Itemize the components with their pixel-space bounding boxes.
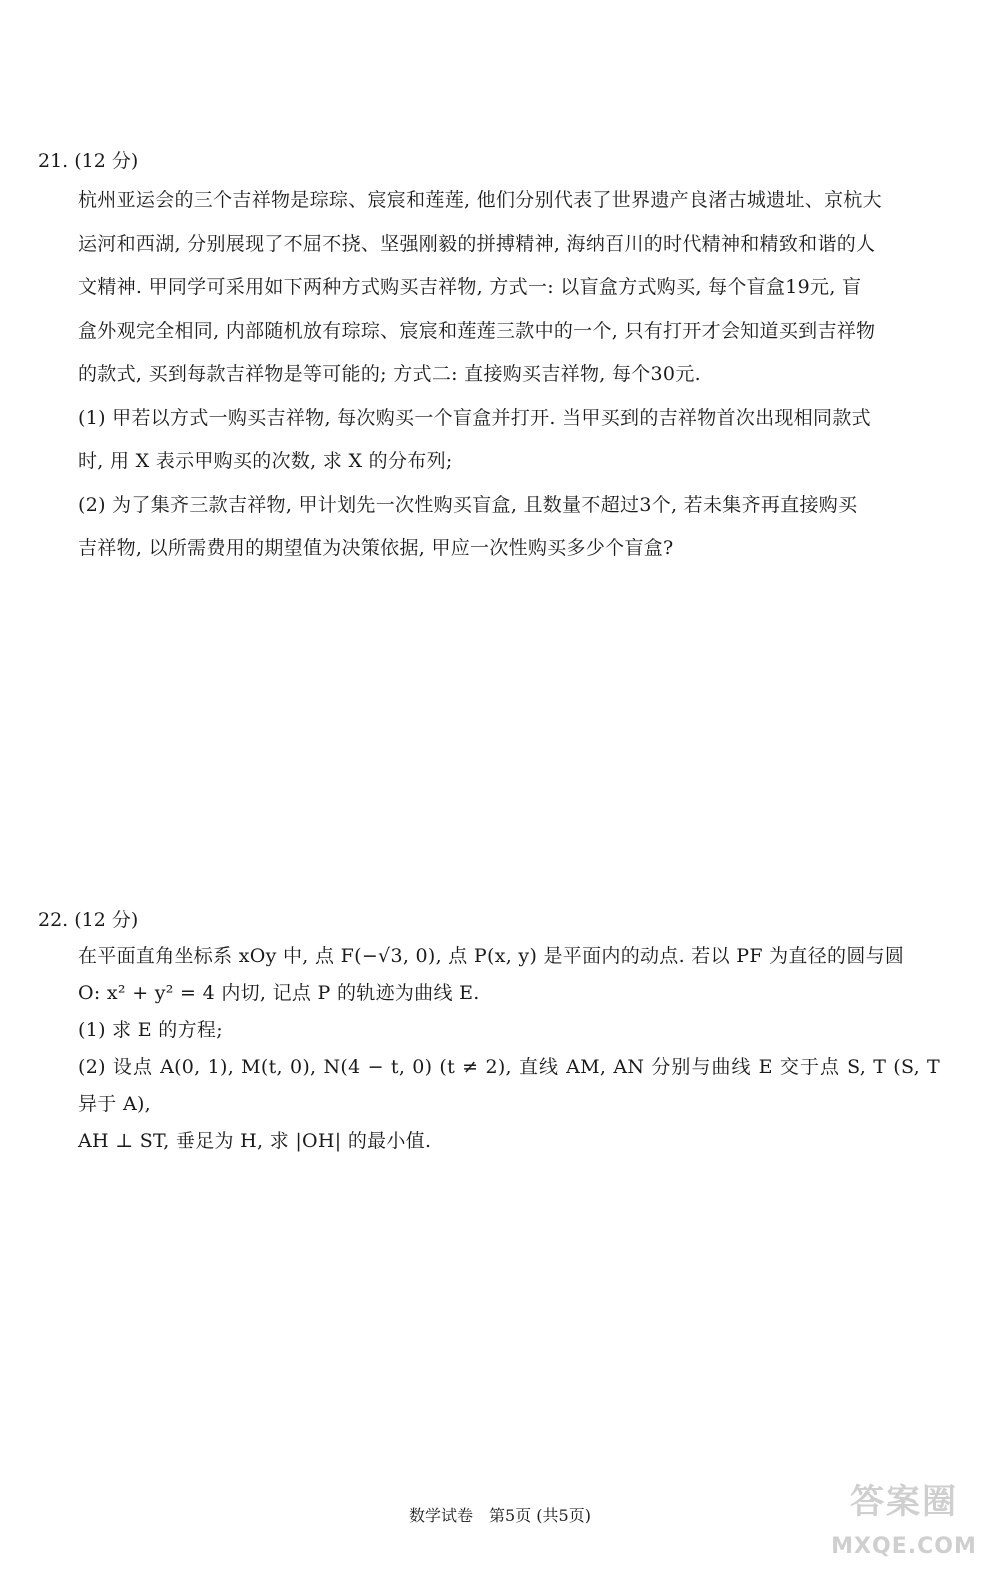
question-21-line: 杭州亚运会的三个吉祥物是琮琮、宸宸和莲莲, 他们分别代表了世界遗产良渚古城遗址、京杭大 [78,189,882,211]
question-22-heading: 22. (12 分) [38,909,139,931]
question-22-line: O: x² + y² = 4 内切, 记点 P 的轨迹为曲线 E. [78,982,480,1004]
question-21-line: (1) 甲若以方式一购买吉祥物, 每次购买一个盲盒并打开. 当甲买到的吉祥物首次出现相同款式 [78,406,871,429]
question-22-line: (1) 求 E 的方程; [78,1019,223,1041]
question-21-line: 的款式, 买到每款吉祥物是等可能的; 方式二: 直接购买吉祥物, 每个30元. [78,363,701,385]
question-21-line: 文精神. 甲同学可采用如下两种方式购买吉祥物, 方式一: 以盲盒方式购买, 每个盲盒19元, 盲 [78,276,862,298]
question-22-line: AH ⊥ ST, 垂足为 H, 求 |OH| 的最小值. [78,1130,432,1152]
question-21-line: 运河和西湖, 分别展现了不屈不挠、坚强刚毅的拼搏精神, 海纳百川的时代精神和精致和谐的人 [78,232,876,255]
watermark-top-text: 答案圈 [850,1482,958,1522]
question-21-heading: 21. (12 分) [38,150,139,172]
page-footer: 数学试卷 第5页 (共5页) [409,1506,591,1525]
question-22-line: 在平面直角坐标系 xOy 中, 点 F(−√3, 0), 点 P(x, y) 是平面内的动点. 若以 PF 为直径的圆与圆 [78,945,905,967]
watermark-logo [820,1472,988,1572]
question-21-line: 盒外观完全相同, 内部随机放有琮琮、宸宸和莲莲三款中的一个, 只有打开才会知道买到吉祥物 [78,319,876,342]
question-21-line: 吉祥物, 以所需费用的期望值为决策依据, 甲应一次性购买多少个盲盒? [78,537,674,559]
question-22-body [78,938,940,1160]
question-21-line: (2) 为了集齐三款吉祥物, 甲计划先一次性购买盲盒, 且数量不超过3个, 若未集齐再直接购买 [78,493,858,516]
question-21-body [78,179,940,571]
question-22-line: (2) 设点 A(0, 1), M(t, 0), N(4 − t, 0) (t ≠ 2), 直线 AM, AN 分别与曲线 E 交于点 S, T (S, T 异于 A), [78,1056,940,1115]
watermark-bottom-text: MXQE.COM [831,1534,977,1559]
question-21-line: 时, 用 X 表示甲购买的次数, 求 X 的分布列; [78,450,453,472]
